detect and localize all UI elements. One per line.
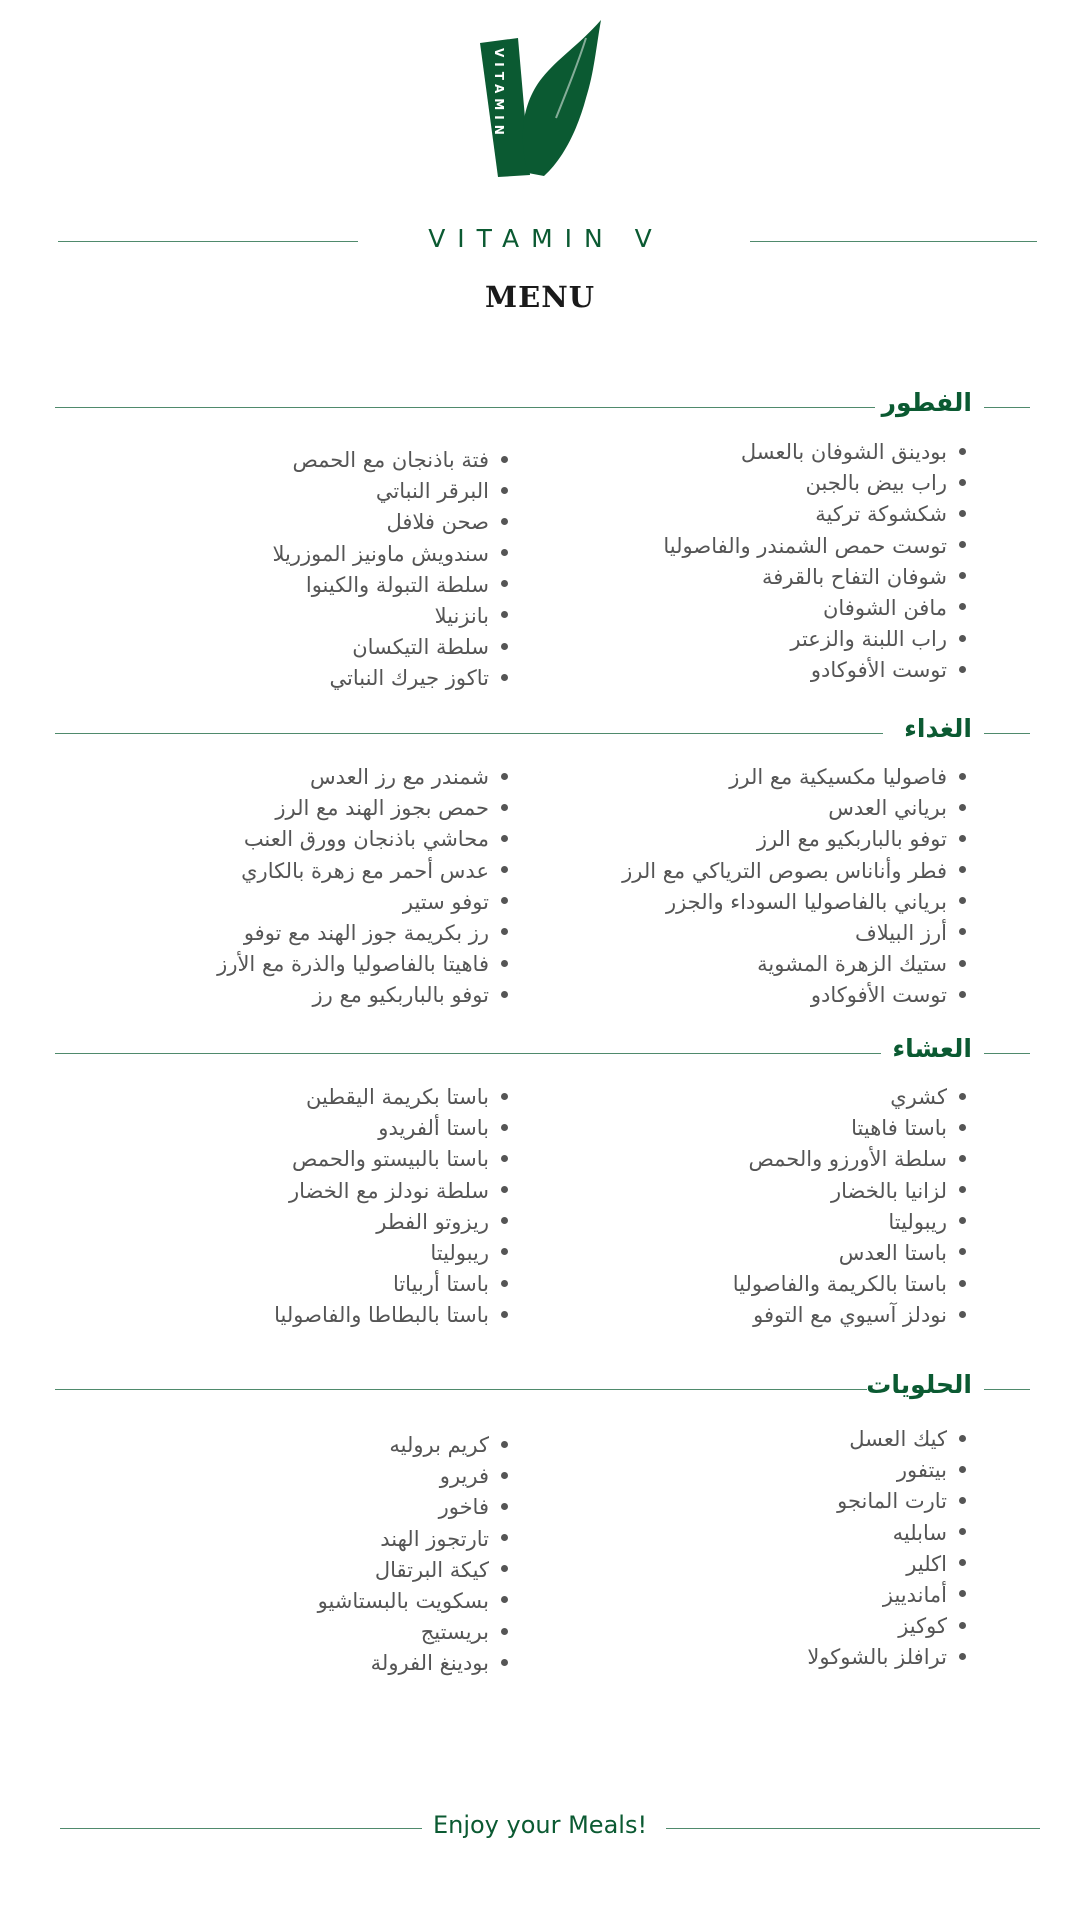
menu-title: MENU [484, 280, 595, 314]
section-title: الغداء [904, 714, 972, 743]
section-header-breakfast [55, 388, 1030, 428]
menu-item: بودينق الشوفان بالعسل [496, 437, 966, 468]
menu-item: فاخور [38, 1492, 508, 1523]
menu-item: ريبوليتا [38, 1238, 508, 1269]
lunch-list-right [496, 762, 966, 1012]
menu-item: نودلز آسيوي مع التوفو [496, 1300, 966, 1331]
divider-line [55, 733, 883, 734]
menu-item: باستا العدس [496, 1238, 966, 1269]
menu-item: سندويش ماونيز الموزريلا [38, 539, 508, 570]
lunch-list-left [38, 762, 508, 1012]
footer [0, 1808, 1080, 1848]
menu-item: كريم بروليه [38, 1430, 508, 1461]
section-title: الفطور [881, 388, 972, 417]
menu-item: سلطة التبولة والكينوا [38, 570, 508, 601]
menu-item: شمندر مع رز العدس [38, 762, 508, 793]
menu-item: مافن الشوفان [496, 593, 966, 624]
menu-item: كوكيز [496, 1611, 966, 1642]
breakfast-list-left [38, 445, 508, 695]
menu-item: محاشي باذنجان وورق العنب [38, 824, 508, 855]
leaf-v-logo-icon [478, 18, 602, 178]
menu-item: ريبوليتا [496, 1207, 966, 1238]
brand-name: VITAMIN V [428, 224, 664, 253]
brand-header [0, 224, 1080, 264]
menu-item: فريرو [38, 1461, 508, 1492]
menu-item: شكشوكة تركية [496, 499, 966, 530]
brand-logo [478, 18, 602, 178]
menu-item: باستا بالبيستو والحمص [38, 1144, 508, 1175]
menu-item: ريزوتو الفطر [38, 1207, 508, 1238]
menu-item: عدس أحمر مع زهرة بالكاري [38, 856, 508, 887]
menu-item: أرز البيلاف [496, 918, 966, 949]
menu-item: سلطة نودلز مع الخضار [38, 1176, 508, 1207]
menu-item: ترافلز بالشوكولا [496, 1642, 966, 1673]
menu-item: فاصوليا مكسيكية مع الرز [496, 762, 966, 793]
menu-item: أماندييز [496, 1580, 966, 1611]
menu-item: فاهيتا بالفاصوليا والذرة مع الأرز [38, 949, 508, 980]
menu-item: بانزنيلا [38, 601, 508, 632]
divider-line [666, 1828, 1040, 1829]
divider-line [55, 1389, 867, 1390]
menu-item: سلطة الأورزو والحمص [496, 1144, 966, 1175]
menu-item: توفو بالباربكيو مع الرز [496, 824, 966, 855]
menu-item: حمص بجوز الهند مع الرز [38, 793, 508, 824]
menu-item: توفو ستير [38, 887, 508, 918]
menu-item: تاكوز جيرك النباتي [38, 663, 508, 694]
divider-line [984, 407, 1030, 408]
menu-item: باستا بالبطاطا والفاصوليا [38, 1300, 508, 1331]
menu-item: تارتجوز الهند [38, 1524, 508, 1555]
menu-item: باستا ألفريدو [38, 1113, 508, 1144]
section-header-desserts [55, 1370, 1030, 1410]
menu-item: فتة باذنجان مع الحمص [38, 445, 508, 476]
menu-item: بسكويت بالبستاشيو [38, 1586, 508, 1617]
menu-item: سلطة التيكسان [38, 632, 508, 663]
menu-item: باستا أربياتا [38, 1269, 508, 1300]
menu-item: بريستيج [38, 1617, 508, 1648]
menu-item: راب اللبنة والزعتر [496, 624, 966, 655]
menu-item: برياني العدس [496, 793, 966, 824]
section-title: الحلويات [866, 1370, 972, 1399]
menu-item: باستا بكريمة اليقطين [38, 1082, 508, 1113]
logo-text: VITAMIN [492, 48, 506, 140]
menu-item: كشري [496, 1082, 966, 1113]
menu-item: توست الأفوكادو [496, 980, 966, 1011]
menu-item: توست حمص الشمندر والفاصوليا [496, 531, 966, 562]
divider-line [55, 407, 875, 408]
desserts-list-left [38, 1430, 508, 1680]
dinner-list-left [38, 1082, 508, 1332]
menu-item: توفو بالباربكيو مع رز [38, 980, 508, 1011]
menu-item: البرقر النباتي [38, 476, 508, 507]
section-header-dinner [55, 1034, 1030, 1074]
divider-line [55, 1053, 881, 1054]
menu-item: برياني بالفاصوليا السوداء والجزر [496, 887, 966, 918]
menu-item: اكلير [496, 1549, 966, 1580]
menu-item: سابليه [496, 1518, 966, 1549]
menu-item: توست الأفوكادو [496, 655, 966, 686]
divider-line [984, 1053, 1030, 1054]
breakfast-list-right [496, 437, 966, 687]
menu-item: كيكة البرتقال [38, 1555, 508, 1586]
dinner-list-right [496, 1082, 966, 1332]
section-header-lunch [55, 714, 1030, 754]
menu-item: شوفان التفاح بالقرفة [496, 562, 966, 593]
menu-item: كيك العسل [496, 1424, 966, 1455]
divider-line [984, 733, 1030, 734]
menu-item: باستا بالكريمة والفاصوليا [496, 1269, 966, 1300]
menu-item: فطر وأناناس بصوص الترياكي مع الرز [496, 856, 966, 887]
menu-item: باستا فاهيتا [496, 1113, 966, 1144]
menu-item: راب بيض بالجبن [496, 468, 966, 499]
section-title: العشاء [892, 1034, 972, 1063]
desserts-list-right [496, 1424, 966, 1674]
divider-line [750, 241, 1037, 242]
menu-item: رز بكريمة جوز الهند مع توفو [38, 918, 508, 949]
divider-line [984, 1389, 1030, 1390]
menu-item: تارت المانجو [496, 1486, 966, 1517]
menu-item: بيتفور [496, 1455, 966, 1486]
menu-item: بودينغ الفرولة [38, 1648, 508, 1679]
footer-message: Enjoy your Meals! [432, 1811, 648, 1839]
menu-item: ستيك الزهرة المشوية [496, 949, 966, 980]
menu-item: صحن فلافل [38, 507, 508, 538]
menu-item: لزانيا بالخضار [496, 1176, 966, 1207]
